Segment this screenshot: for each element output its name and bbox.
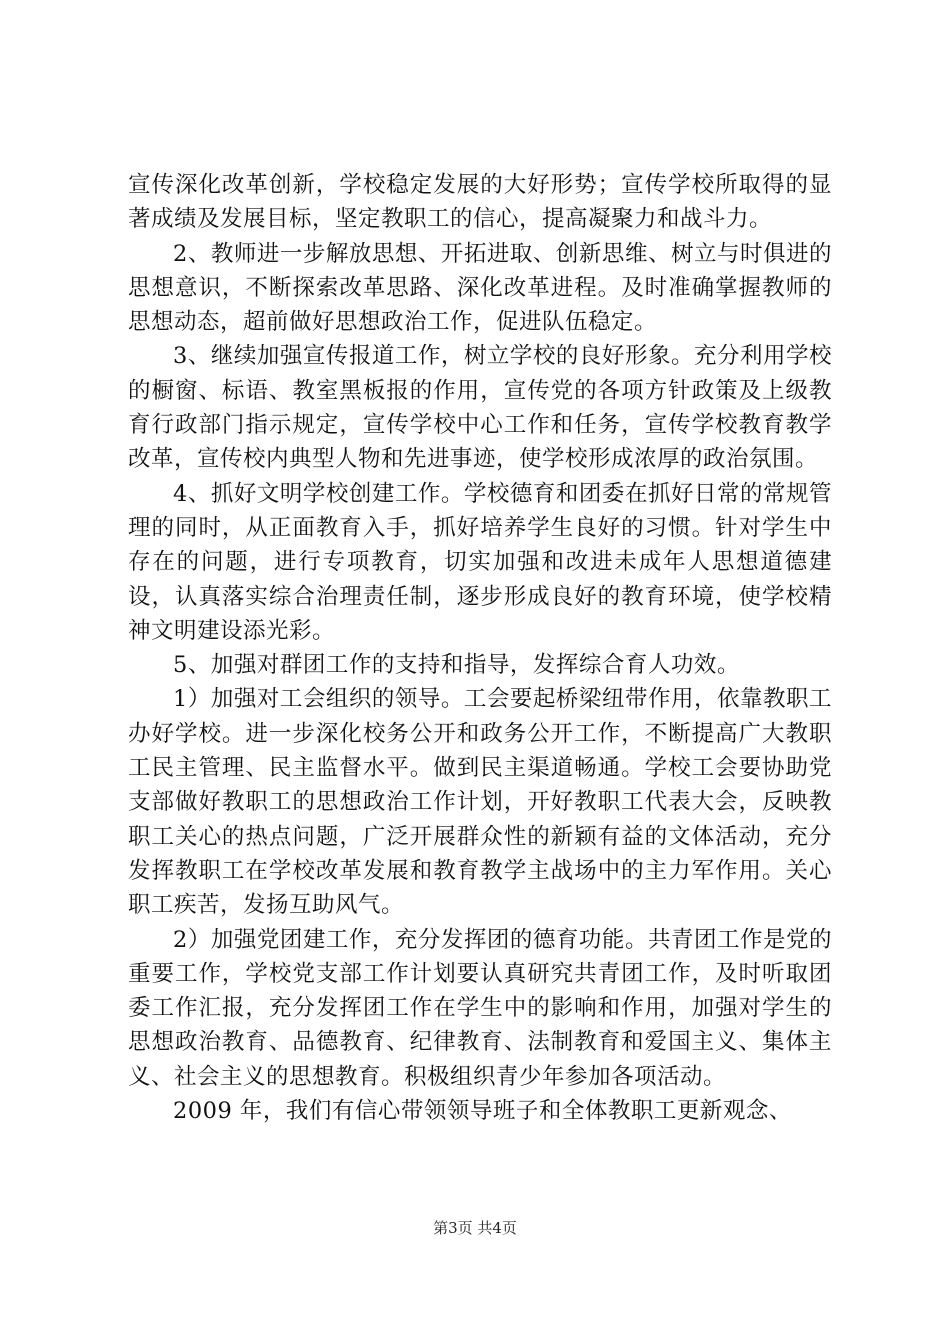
paragraph-subitem-1: 1）加强对工会组织的领导。工会要起桥梁纽带作用，依靠教职工办好学校。进一步深化校务公开和政务公开工作，不断提高广大教职工民主管理、民主监督水平。做到民主渠道畅通。学校工会要协助党支部做好教职工的思想政治工作计划，开好教职工代表大会，反映教职工关心的热点问题，广泛开展群众性的新颖有益的文体活动，充分发挥教职工在学校改革发展和教育教学主战场中的主力军作用。关心职工疾苦，发扬互助风气。 (128, 686, 832, 919)
document-body (128, 168, 832, 1128)
paragraph-item-4: 4、抓好文明学校创建工作。学校德育和团委在抓好日常的常规管理的同时，从正面教育入手，抓好培养学生良好的习惯。针对学生中存在的问题，进行专项教育，切实加强和改进未成年人思想道德建设，认真落实综合治理责任制，逐步形成良好的教育环境，使学校精神文明建设添光彩。 (128, 480, 832, 644)
page-footer (0, 1218, 950, 1238)
paragraph-continuation: 宣传深化改革创新，学校稳定发展的大好形势；宣传学校所取得的显著成绩及发展目标，坚定教职工的信心，提高凝聚力和战斗力。 (128, 172, 832, 233)
paragraph-item-3: 3、继续加强宣传报道工作，树立学校的良好形象。充分利用学校的橱窗、标语、教室黑板报的作用，宣传党的各项方针政策及上级教育行政部门指示规定，宣传学校中心工作和任务，宣传学校教育教学改革，宣传校内典型人物和先进事迹，使学校形成浓厚的政治氛围。 (128, 343, 832, 473)
page-number-label: 第3页 共4页 (433, 1219, 517, 1237)
paragraph-subitem-2: 2）加强党团建工作，充分发挥团的德育功能。共青团工作是党的重要工作，学校党支部工作计划要认真研究共青团工作，及时听取团委工作汇报，充分发挥团工作在学生中的影响和作用，加强对学生的思想政治教育、品德教育、纪律教育、法制教育和爱国主义、集体主义、社会主义的思想教育。积极组织青少年参加各项活动。 (128, 926, 832, 1090)
paragraph-item-5: 5、加强对群团工作的支持和指导，发挥综合育人功效。 (173, 652, 740, 679)
paragraph-2009-outlook: 2009 年，我们有信心带领领导班子和全体教职工更新观念、 (173, 1098, 792, 1125)
paragraph-item-2: 2、教师进一步解放思想、开拓进取、创新思维、树立与时俱进的思想意识，不断探索改革思路、深化改革进程。及时准确掌握教师的思想动态，超前做好思想政治工作，促进队伍稳定。 (128, 240, 832, 336)
